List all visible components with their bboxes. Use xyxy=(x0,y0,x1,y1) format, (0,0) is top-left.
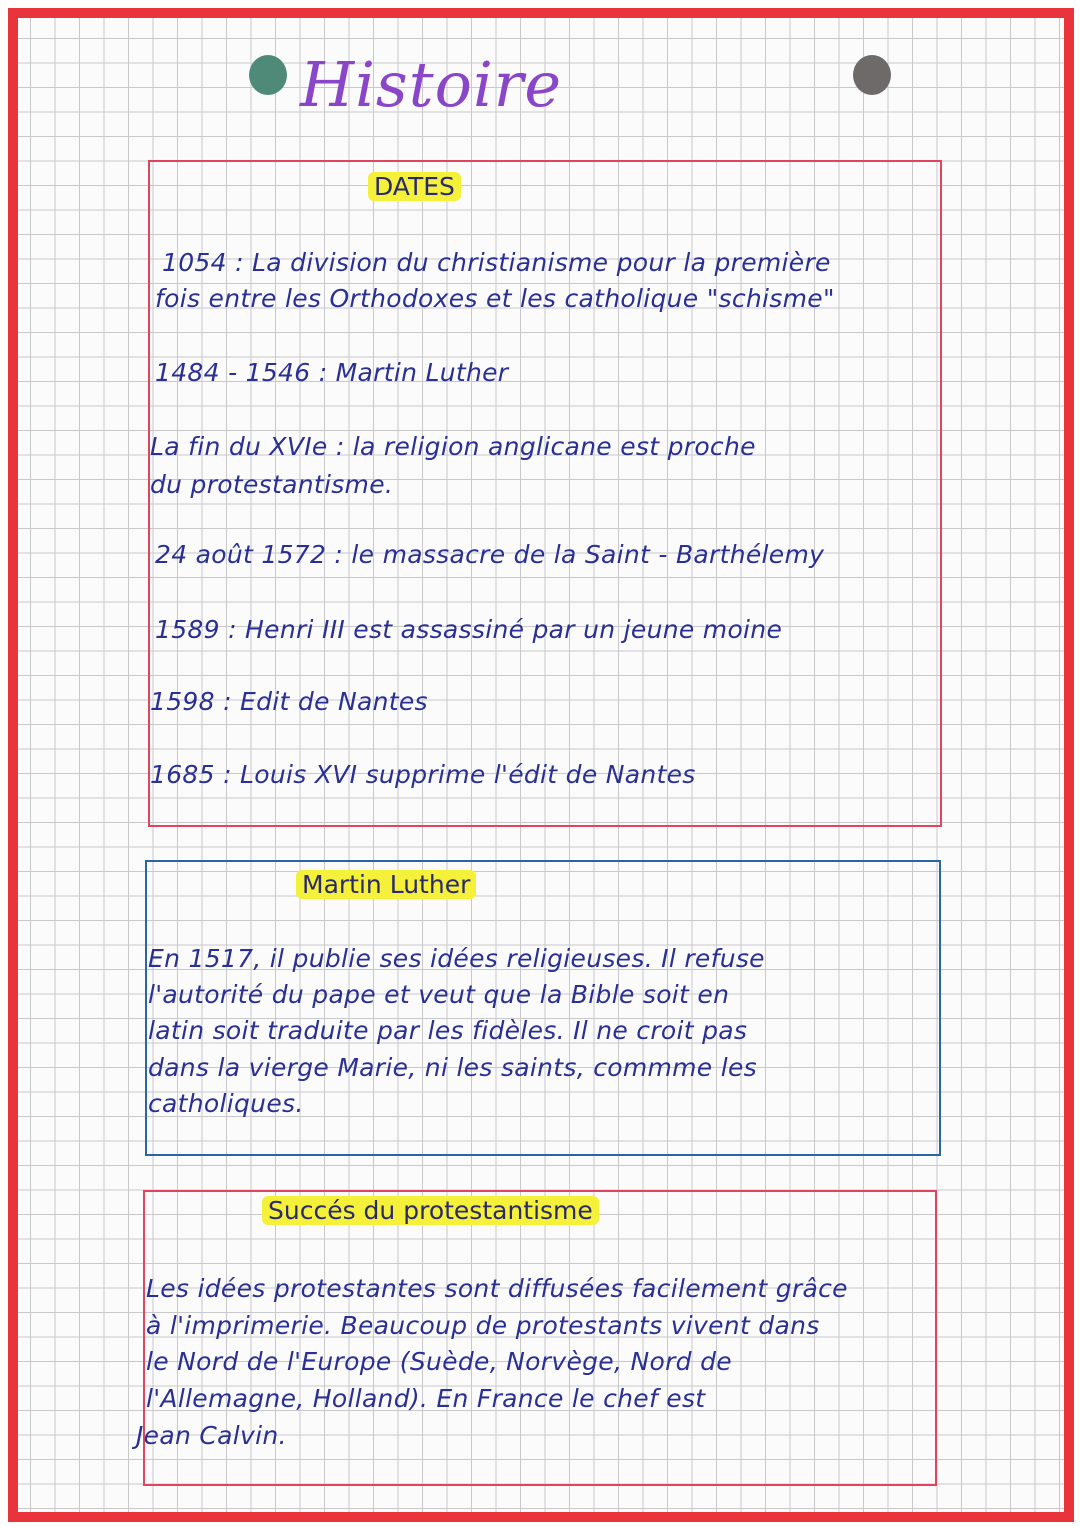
luther-line: l'autorité du pape et veut que la Bible soit en xyxy=(148,980,730,1009)
binder-hole-right xyxy=(853,55,891,95)
luther-line: catholiques. xyxy=(148,1089,304,1118)
date-line: du protestantisme. xyxy=(150,470,394,499)
date-line: 1598 : Edit de Nantes xyxy=(150,687,428,716)
luther-heading: Martin Luther xyxy=(296,870,476,899)
success-heading: Succés du protestantisme xyxy=(262,1196,599,1225)
success-line: Jean Calvin. xyxy=(136,1421,287,1450)
success-line: l'Allemagne, Holland). En France le chef est xyxy=(146,1384,706,1413)
luther-line: latin soit traduite par les fidèles. Il ne croit pas xyxy=(148,1016,748,1045)
date-line: 1589 : Henri III est assassiné par un jeune moine xyxy=(155,615,783,644)
success-line: à l'imprimerie. Beaucoup de protestants vivent dans xyxy=(146,1311,820,1340)
date-line: fois entre les Orthodoxes et les catholique "schisme" xyxy=(155,284,835,313)
page-title: Histoire xyxy=(300,48,563,121)
date-line: 1484 - 1546 : Martin Luther xyxy=(155,358,509,387)
luther-line: dans la vierge Marie, ni les saints, commme les xyxy=(148,1053,757,1082)
luther-line: En 1517, il publie ses idées religieuses. Il refuse xyxy=(148,944,765,973)
date-line: 24 août 1572 : le massacre de la Saint - Barthélemy xyxy=(155,540,825,569)
success-line: Les idées protestantes sont diffusées facilement grâce xyxy=(146,1274,848,1303)
date-line: La fin du XVIe : la religion anglicane est proche xyxy=(150,432,756,461)
binder-hole-left xyxy=(249,55,287,95)
date-line: 1054 : La division du christianisme pour la première xyxy=(162,248,831,277)
dates-heading: DATES xyxy=(368,172,461,201)
date-line: 1685 : Louis XVI supprime l'édit de Nantes xyxy=(150,760,696,789)
success-line: le Nord de l'Europe (Suède, Norvège, Nord de xyxy=(146,1347,732,1376)
